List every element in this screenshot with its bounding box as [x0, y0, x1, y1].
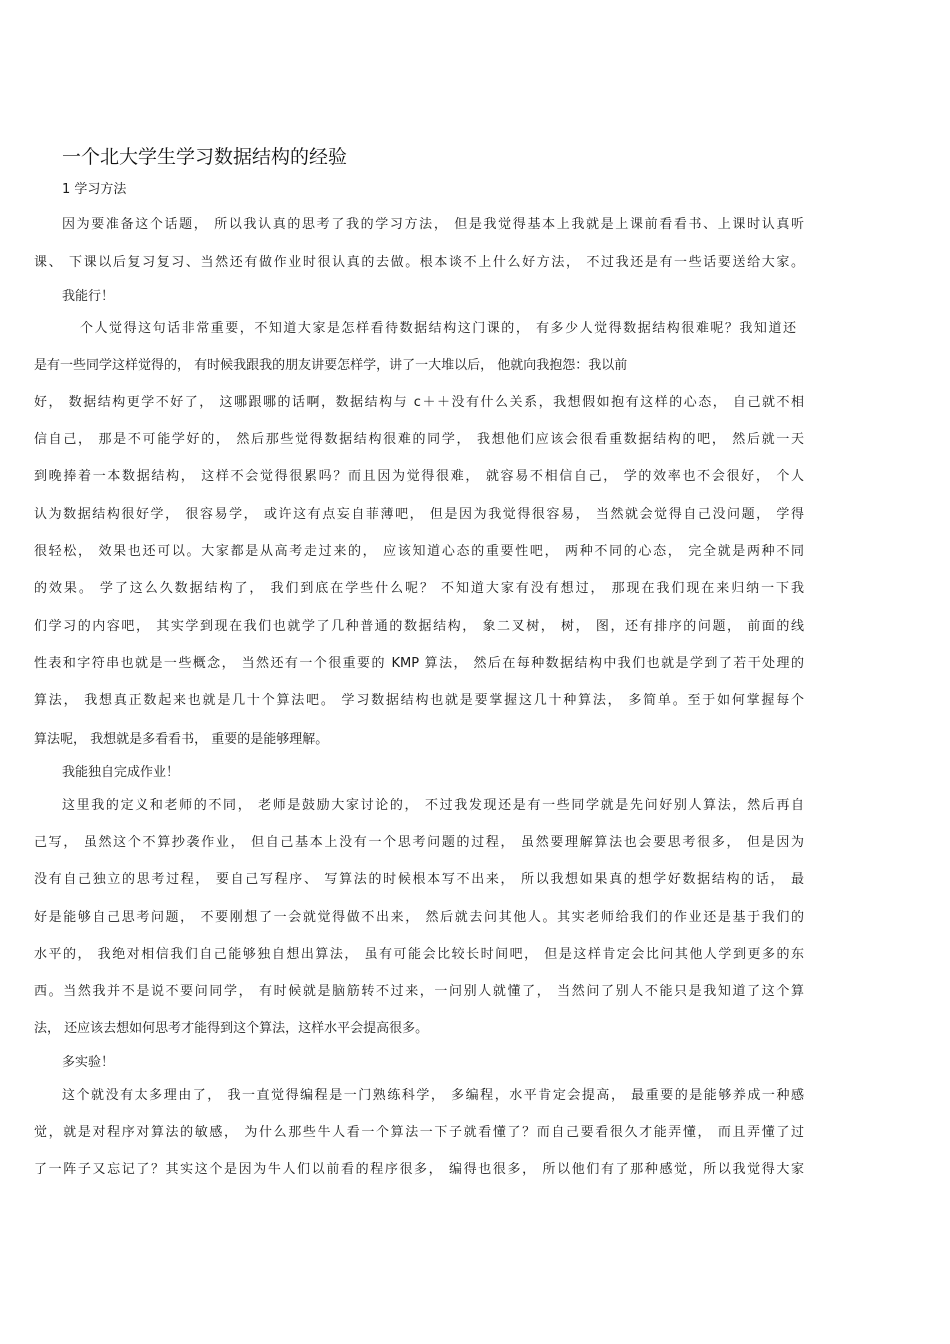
text-line: 的效果。 学了这么久数据结构了， 我们到底在学些什么呢？ 不知道大家有没有想过， 那现在我们现在来归纳一下我	[34, 581, 804, 596]
section-heading-i-can: 我能行！	[62, 289, 115, 304]
document-title: 一个北大学生学习数据结构的经验	[62, 146, 348, 168]
text-line: 到晚捧着一本数据结构， 这样不会觉得很累吗？而且因为觉得很难， 就容易不相信自己， 学的效率也不会很好， 个人	[34, 469, 804, 484]
text-line: 课、 下课以后复习复习、当然还有做作业时很认真的去做。根本谈不上什么好方法， 不过我还是有一些话要送给大家。	[34, 255, 804, 270]
text-line: 了一阵子又忘记了？其实这个是因为牛人们以前看的程序很多， 编得也很多， 所以他们有了那种感觉，所以我觉得大家	[34, 1162, 804, 1177]
text-line: 法， 还应该去想如何思考才能得到这个算法，这样水平会提高很多。	[34, 1021, 429, 1036]
text-line: 水平的， 我绝对相信我们自己能够独自想出算法， 虽有可能会比较长时间吧， 但是这样肯定会比问其他人学到更多的东	[34, 947, 804, 962]
section-heading-study-method: 1 学习方法	[62, 182, 127, 197]
text-line: 觉，就是对程序对算法的敏感， 为什么那些牛人看一个算法一下子就看懂了？而自己要看很久才能弄懂， 而且弄懂了过	[34, 1125, 804, 1140]
text-line: 认为数据结构很好学， 很容易学， 或许这有点妄自菲薄吧， 但是因为我觉得很容易， 当然就会觉得自己没问题， 学得	[34, 507, 804, 522]
text-line: 性表和字符串也就是一些概念， 当然还有一个很重要的 KMP 算法， 然后在每种数据结构中我们也就是学到了若干处理的	[34, 656, 804, 671]
text-line: 这里我的定义和老师的不同， 老师是鼓励大家讨论的， 不过我发现还是有一些同学就是先问好别人算法，然后再自	[62, 798, 804, 813]
text-line: 因为要准备这个话题， 所以我认真的思考了我的学习方法， 但是我觉得基本上我就是上课前看看书、上课时认真听	[62, 217, 804, 232]
section-heading-experiment: 多实验！	[62, 1055, 115, 1070]
text-line: 己写， 虽然这个不算抄袭作业， 但自己基本上没有一个思考问题的过程， 虽然要理解算法也会要思考很多， 但是因为	[34, 835, 804, 850]
text-line: 没有自己独立的思考过程， 要自己写程序、 写算法的时候根本写不出来， 所以我想如果真的想学好数据结构的话， 最	[34, 872, 804, 887]
text-line: 们学习的内容吧， 其实学到现在我们也就学了几种普通的数据结构， 象二叉树， 树， 图，还有排序的问题， 前面的线	[34, 619, 804, 634]
text-line: 西。当然我并不是说不要问同学， 有时候就是脑筋转不过来，一问别人就懂了， 当然问了别人不能只是我知道了这个算	[34, 984, 804, 999]
text-line: 很轻松， 效果也还可以。大家都是从高考走过来的， 应该知道心态的重要性吧， 两种不同的心态， 完全就是两种不同	[34, 544, 804, 559]
text-line: 好， 数据结构更学不好了， 这哪跟哪的话啊，数据结构与 c＋＋没有什么关系，我想假如抱有这样的心态， 自己就不相	[34, 395, 804, 410]
text-line: 这个就没有太多理由了， 我一直觉得编程是一门熟练科学， 多编程，水平肯定会提高， 最重要的是能够养成一种感	[62, 1088, 804, 1103]
section-heading-homework: 我能独自完成作业！	[62, 765, 180, 780]
text-line: 信自己， 那是不可能学好的， 然后那些觉得数据结构很难的同学， 我想他们应该会很看重数据结构的吧， 然后就一天	[34, 432, 804, 447]
text-line: 是有一些同学这样觉得的， 有时候我跟我的朋友讲要怎样学，讲了一大堆以后， 他就向我抱怨：我以前	[34, 358, 628, 373]
text-line: 算法呢， 我想就是多看看书， 重要的是能够理解。	[34, 732, 329, 747]
text-line: 好是能够自己思考问题， 不要刚想了一会就觉得做不出来， 然后就去问其他人。其实老师给我们的作业还是基于我们的	[34, 910, 804, 925]
text-line: 算法， 我想真正数起来也就是几十个算法吧。 学习数据结构也就是要掌握这几十种算法， 多简单。至于如何掌握每个	[34, 693, 804, 708]
text-line: 个人觉得这句话非常重要，不知道大家是怎样看待数据结构这门课的， 有多少人觉得数据结构很难呢？我知道还	[80, 321, 796, 336]
